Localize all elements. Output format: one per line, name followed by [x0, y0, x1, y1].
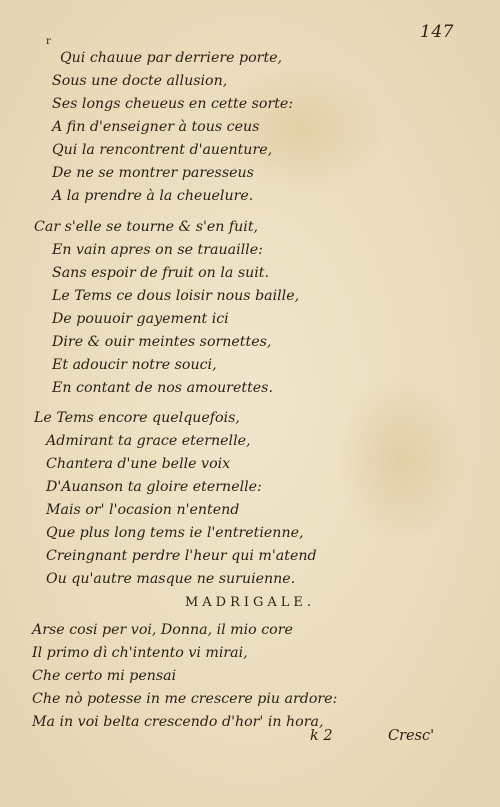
verse-line: De ne se montrer paresseus	[52, 165, 254, 181]
verse-line: Che nò potesse in me crescere piu ardore:	[32, 691, 338, 707]
verse-line: Sans espoir de fruit on la suit.	[52, 265, 270, 281]
signature-mark: k 2	[310, 728, 333, 744]
verse-line: Il primo dì ch'intento vi mirai,	[32, 645, 248, 661]
verse-line: Le Tems ce dous loisir nous baille,	[52, 288, 300, 304]
verse-line: Sous une docte allusion,	[52, 73, 228, 89]
madrigal-heading: MADRIGALE.	[184, 595, 316, 610]
verse-line: Chantera d'une belle voix	[46, 456, 231, 472]
verse-line: Creingnant perdre l'heur qui m'atend	[46, 548, 317, 564]
verse-line: A fin d'enseigner à tous ceus	[52, 119, 260, 135]
margin-mark: r	[46, 36, 51, 47]
verse-line: Car s'elle se tourne & s'en fuit,	[34, 219, 259, 235]
verse-line: D'Auanson ta gloire eternelle:	[46, 479, 262, 495]
verse-line: De pouuoir gayement ici	[52, 311, 229, 327]
catchword: Cresc'	[388, 728, 435, 744]
verse-line: Que plus long tems ie l'entretienne,	[46, 525, 304, 541]
verse-line: Che certo mi pensai	[32, 668, 177, 684]
verse-line: Ma in voi belta crescendo d'hor' in hora,	[32, 714, 324, 730]
verse-line: En contant de nos amourettes.	[52, 380, 273, 396]
verse-line: Admirant ta grace eternelle,	[46, 433, 251, 449]
page-number: 147	[420, 22, 454, 42]
verse-line: Le Tems encore quelquefois,	[34, 410, 240, 426]
verse-line: Ses longs cheueus en cette sorte:	[52, 96, 294, 112]
verse-line: Et adoucir notre souci,	[52, 357, 217, 373]
verse-line: Qui chauue par derriere porte,	[60, 50, 283, 66]
verse-line: Dire & ouir meintes sornettes,	[52, 334, 272, 350]
verse-line: Arse cosi per voi, Donna, il mio core	[32, 622, 293, 638]
verse-line: Qui la rencontrent d'auenture,	[52, 142, 273, 158]
verse-line: En vain apres on se trauaille:	[52, 242, 263, 258]
verse-line: Mais or' l'ocasion n'entend	[46, 502, 240, 518]
verse-line: A la prendre à la cheuelure.	[52, 188, 254, 204]
verse-line: Ou qu'autre masque ne suruienne.	[46, 571, 296, 587]
